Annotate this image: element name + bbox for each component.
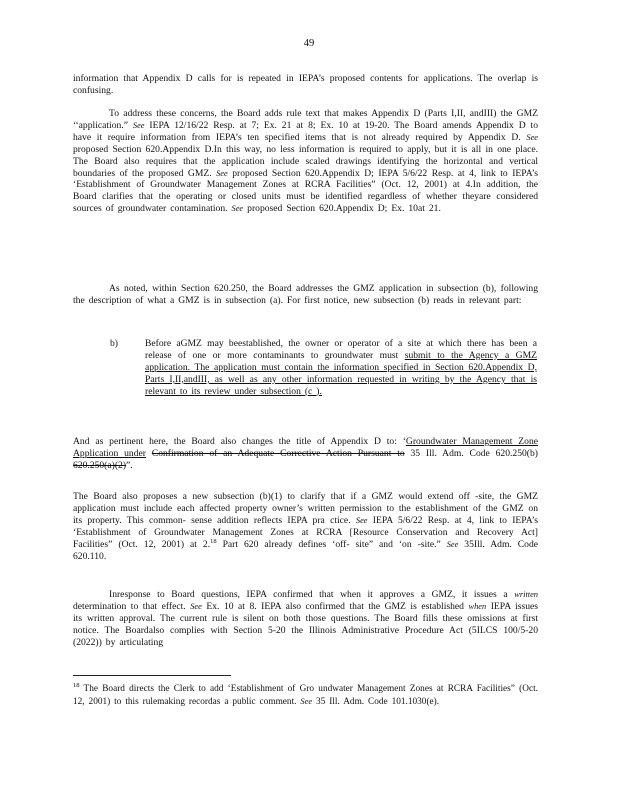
quote-subsection-label: b) xyxy=(110,338,118,349)
paragraph-written-determination: Inresponse to Board questions, IEPA confirmed that when it approves a GMZ, it issues a written determination to that effect. See Ex. 10 at 8. IEPA also confirmed that the GMZ is established when IEPA issues its written approval. The current rule is silent on both those questions. The Board fills these omissions at first notice. The Boardalso complies with Section 5-20 the Illinois Administrative Procedure Act (5ILCS 100/5-20 (2022)) by articulating xyxy=(73,589,539,648)
paragraph-appendix-d: To address these concerns, the Board adds rule text that makes Appendix D (Parts I,II, andIII) the GMZ ‘‘application.” See IEPA 12/16/22 Resp. at 7; Ex. 21 at 8; Ex. 10 at 19-20. The Board amends Appendix D to have it require information from IEPA’s ten specified items that is not already required by Appendix D. See proposed Section 620.Appendix D.In this way, no less information is required to apply, but it is all in one place. The Board also requires that the application include scaled drawings identifying the horizontal and vertical boundaries of the proposed GMZ. See proposed Section 620.Appendix D; IEPA 5/6/22 Resp. at 4, link to IEPA’s ‘Establishment of Groundwater Management Zones at RCRA Facilities” (Oct. 12, 2001) at 4.In addition, the Board clarifies that the operating or closed units must be identified regardless of whether theyare considered sources of groundwater contamination. See proposed Section 620.Appendix D; Ex. 10at 21. xyxy=(73,108,539,215)
paragraph-off-site-permission: The Board also proposes a new subsection (b)(1) to clarify that if a GMZ would extend off -site, the GMZ application must include each affected property owner’s written permission to the establishment of the GMZ on its property. This common- sense addition reflects IEPA pra ctice. See IEPA 5/6/22 Resp. at 4, link to IEPA’s ‘Establishment of Groundwater Management Zones at RCRA [Resource Conservation and Recovery Act] Facilities” (Oct. 12, 2001) at 2.18 Part 620 already defines ‘off- site” and ‘on -site.” See 35Ill. Adm. Code 620.110. xyxy=(73,491,539,562)
footnote-divider xyxy=(73,675,231,676)
page-number: 49 xyxy=(303,38,315,49)
paragraph-section-620-250: As noted, within Section 620.250, the Board addresses the GMZ application in subsection (b), following the description of what a GMZ is in subsection (a). For first notice, new subsection (b) reads in relevant part: xyxy=(73,283,538,306)
footnote-18: $^{18}$ The Board directs the Clerk to add ‘Establishment of Gro undwater Management Zones at RCRA Facilities” (Oct. 12, 2001) to this rulemaking recordas a public comment. See 35 Ill. Adm. Code 101.1030(e). xyxy=(73,681,538,707)
block-quote-subsection-b: Before aGMZ may beestablished, the owner or operator of a site at which there has been a release of one or more contaminants to groundwater must submit to the Agency a GMZ application. The application must contain the information specified in Section 620.Appendix D, Parts I,II,andIII, as well as any other information requested in writing by the Agency that is relevant to its review under subsection (c ). xyxy=(145,338,538,397)
paragraph-appendix-title: And as pertinent here, the Board also changes the title of Appendix D to: ‘Groundwater Management Zone Application under Confirmation of an Adequate Corrective Action Pursuant to 35 Ill. Adm. Code 620.250(b) 620.250(a)(2)”. xyxy=(73,436,538,471)
paragraph-overlap: information that Appendix D calls for is repeated in IEPA’s proposed contents for applications. The overlap is confusing. xyxy=(73,73,538,96)
